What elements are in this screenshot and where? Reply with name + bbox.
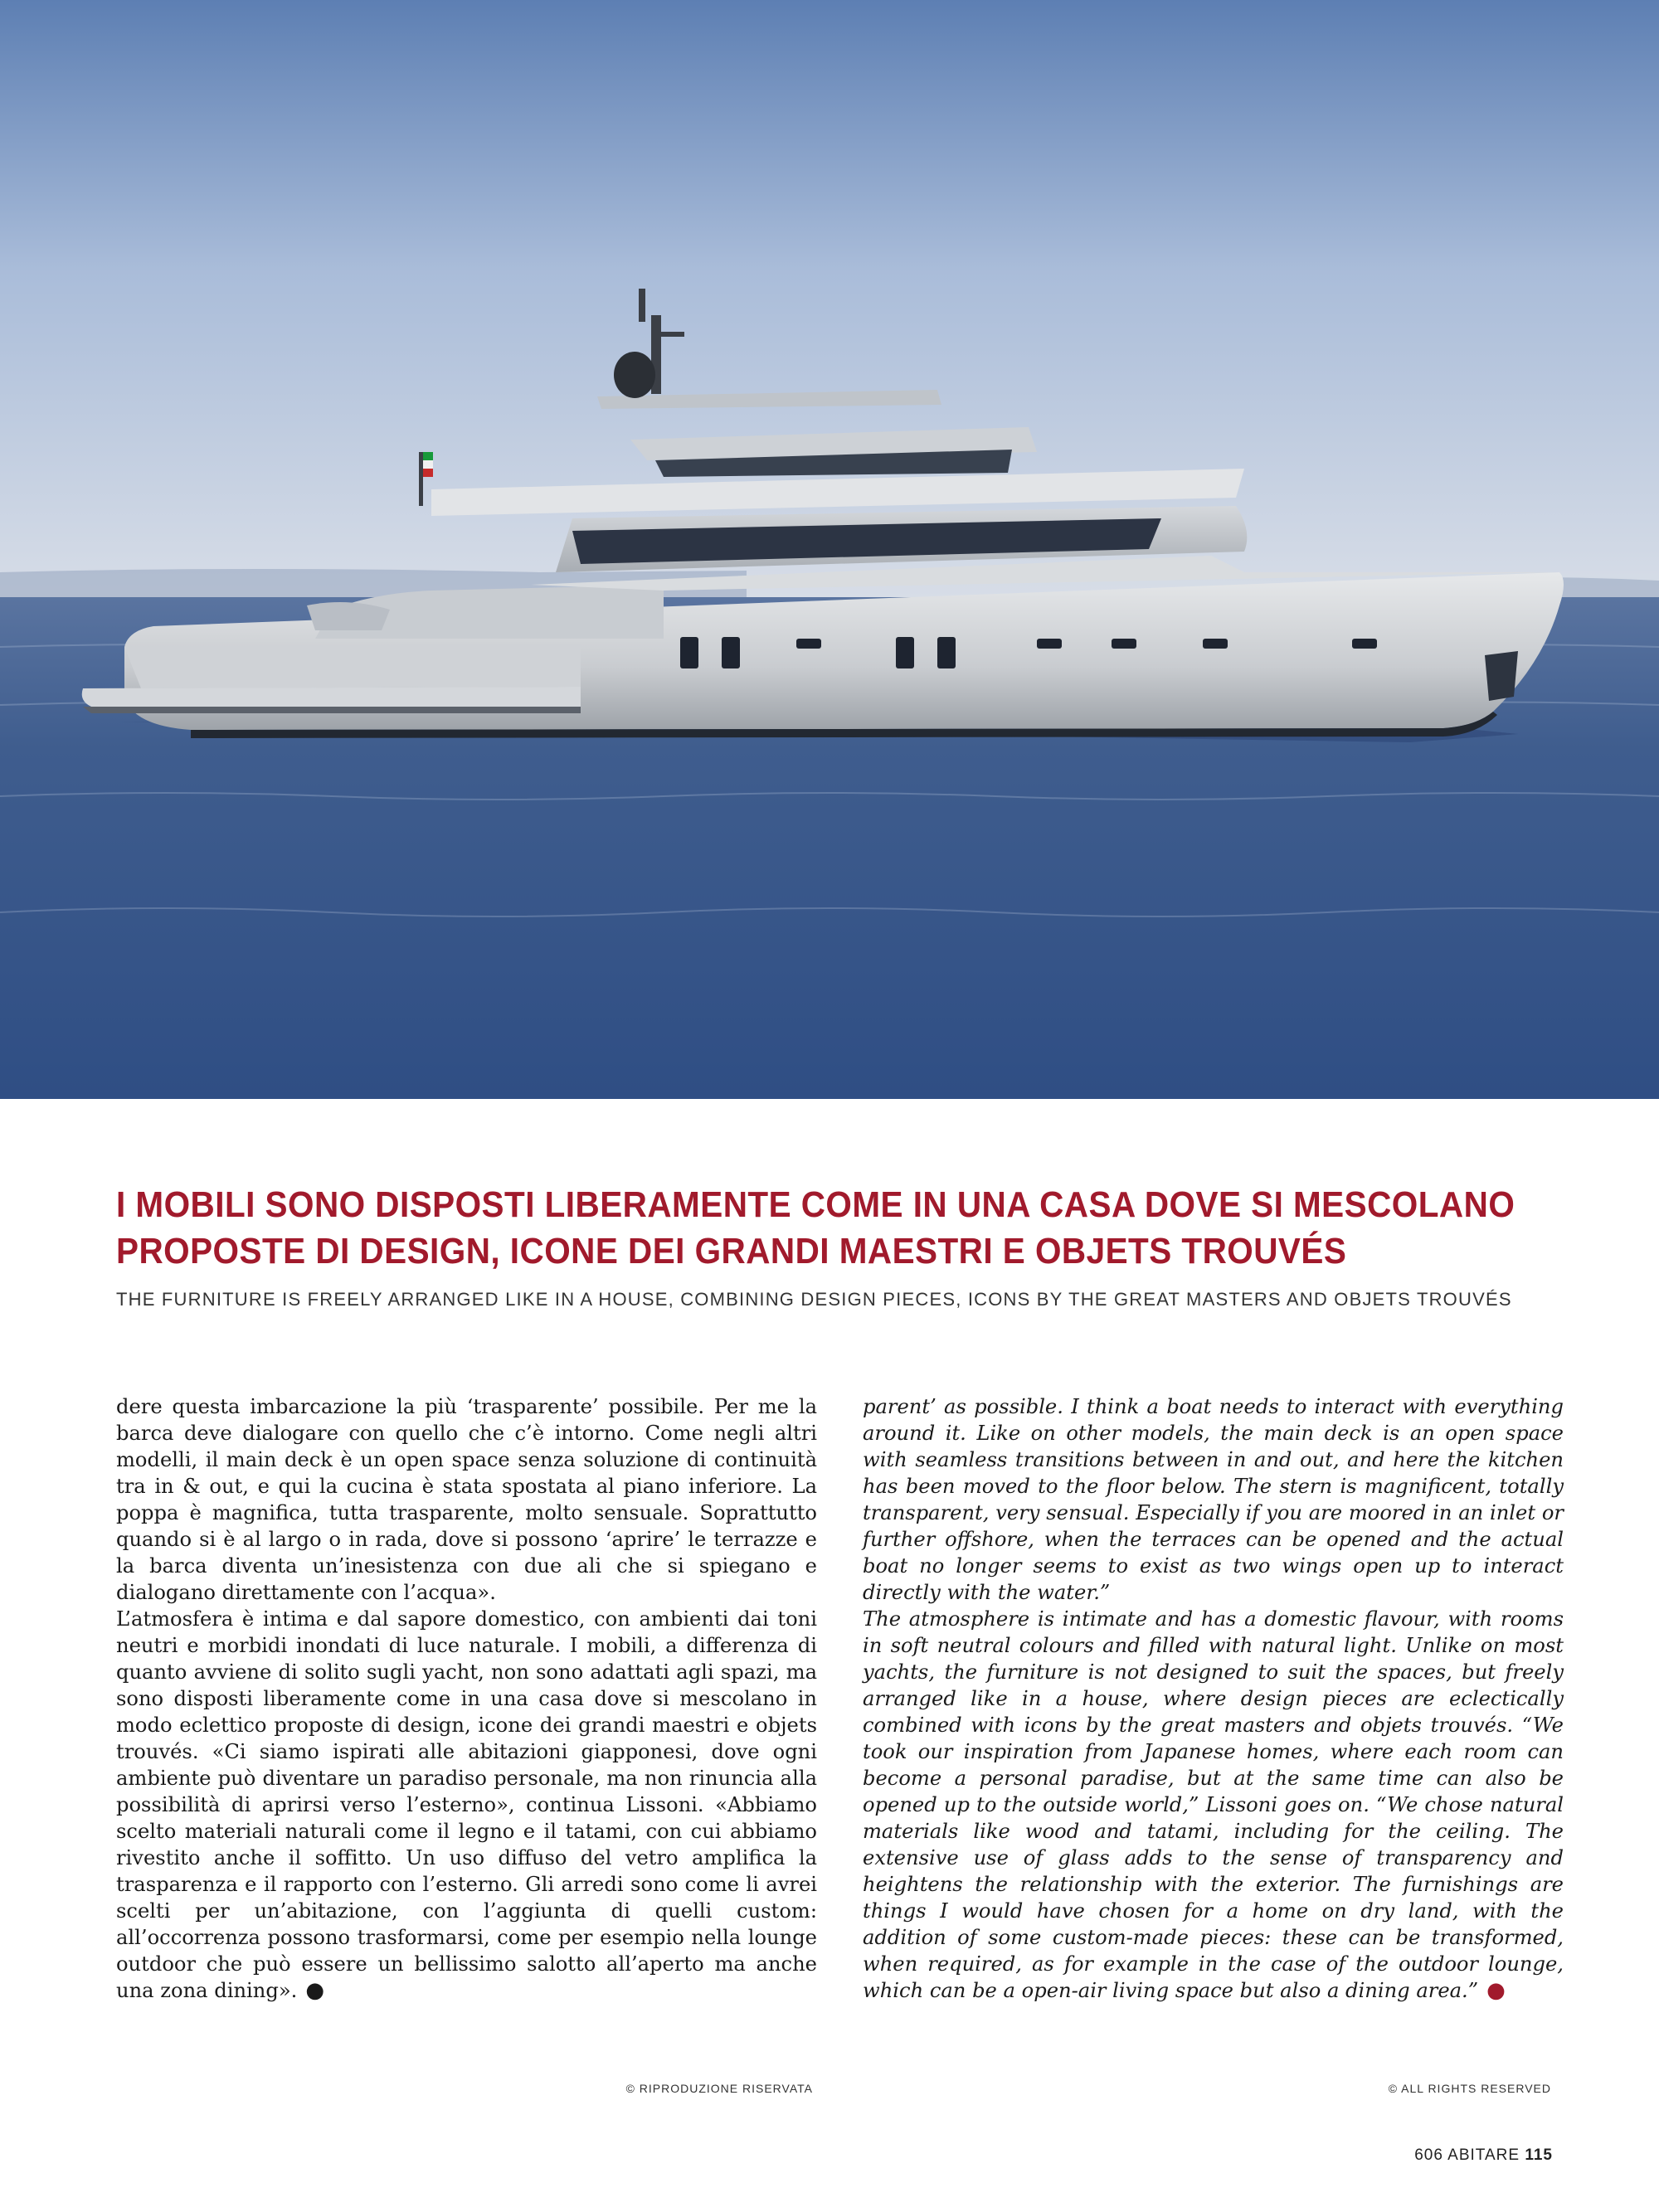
english-paragraph-2 [863,1606,1564,2004]
copyright-italian: © RIPRODUZIONE RISERVATA [625,2082,813,2095]
italian-paragraph-2-text: L’atmosfera è intima e dal sapore domestico, con ambienti dai toni neutri e morbidi inondati di luce naturale. I mobili, a differenza di quanto avviene di solito sugli yacht, non sono adattati agli spazi, ma sono disposti liberamente come in una casa dove si mescolano in modo eclettico proposte di design, icone dei grandi maestri e objets trouvés. «Ci siamo ispirati alle abitazioni giapponesi, dove ogni ambiente può diventare un paradiso personale, ma non rinuncia alla possibilità di aprirsi verso l’esterno», continua Lissoni. «Abbiamo scelto materiali naturali come il legno e il tatami, con cui abbiamo rivestito anche il soffitto. Un uso diffuso del vetro amplifica la trasparenza e il rapporto con l’esterno. Gli arredi sono come li avrei scelti per un’abitazione, con l’aggiunta di quelli custom: all’occorrenza possono trasformarsi, come per esempio nella lounge outdoor che può essere un bellissimo salotto all’aperto ma anche una zona dining». [116,1607,817,2002]
english-paragraph-2-text: The atmosphere is intimate and has a domestic flavour, with rooms in soft neutral colours and filled with natural light. Unlike on most yachts, the furniture is not designed to suit the spaces, but freely arranged like in a house, where design pieces are eclectically combined with icons by the great masters and objets trouvés. “We took our inspiration from Japanese homes, where each room can become a personal paradise, but at the same time can also be opened up to the outside world,” Lissoni goes on. “We chose natural materials like wood and tatami, including for the ceiling. The extensive use of glass adds to the sense of transparency and heightens the relationship with the exterior. The furnishings are things I would have chosen for a home on dry land, with the addition of some custom-made pieces: these can be transformed, when required, as for example in the case of the outdoor lounge, which can be a open-air living space but also a dining area.” [863,1607,1564,2002]
subheadline: THE FURNITURE IS FREELY ARRANGED LIKE IN A HOUSE, COMBINING DESIGN PIECES, ICONS BY THE GREAT MASTERS AND OBJETS TROUVÉS [116,1289,1512,1310]
page-folio [1414,2146,1553,2165]
italian-paragraph-2 [116,1606,817,2004]
headline-line-2: PROPOSTE DI DESIGN, ICONE DEI GRANDI MAESTRI E OBJETS TROUVÉS [116,1231,1347,1271]
end-bullet-icon: ● [305,1978,325,2003]
magazine-issue: 606 ABITARE [1414,2146,1520,2164]
italian-paragraph-1: dere questa imbarcazione la più ‘trasparente’ possibile. Per me la barca deve dialogare con quello che c’è intorno. Come negli altri modelli, il main deck è un open space senza soluzione di continuità tra in & out, e qui la cucina è stata spostata al piano inferiore. La poppa è magnifica, tutta trasparente, molto sensuale. Soprattutto quando si è al largo o in rada, dove si possono ‘aprire’ le terrazze e la barca diventa un’inesistenza con due ali che si spiegano e dialogano direttamente con l’acqua». [116,1395,817,1604]
headline [116,1182,1559,1275]
italian-column [116,1393,817,2004]
headline-line-1: I MOBILI SONO DISPOSTI LIBERAMENTE COME IN UNA CASA DOVE SI MESCOLANO [116,1184,1515,1225]
copyright-english: © ALL RIGHTS RESERVED [1388,2082,1551,2095]
yacht-photo [0,0,1659,1099]
english-paragraph-1: parent’ as possible. I think a boat needs to interact with everything around it. Like on other models, the main deck is an open space with seamless transitions between in and out, and here the kitchen has been moved to the floor below. The stern is magnificent, totally transparent, very sensual. Especially if you are moored in an inlet or further offshore, when the terraces can be opened and the actual boat no longer seems to exist as two wings open up to interact directly with the water.” [863,1395,1564,1604]
end-bullet-icon: ● [1486,1978,1506,2003]
page-number: 115 [1525,2146,1553,2164]
english-column [863,1393,1564,2004]
